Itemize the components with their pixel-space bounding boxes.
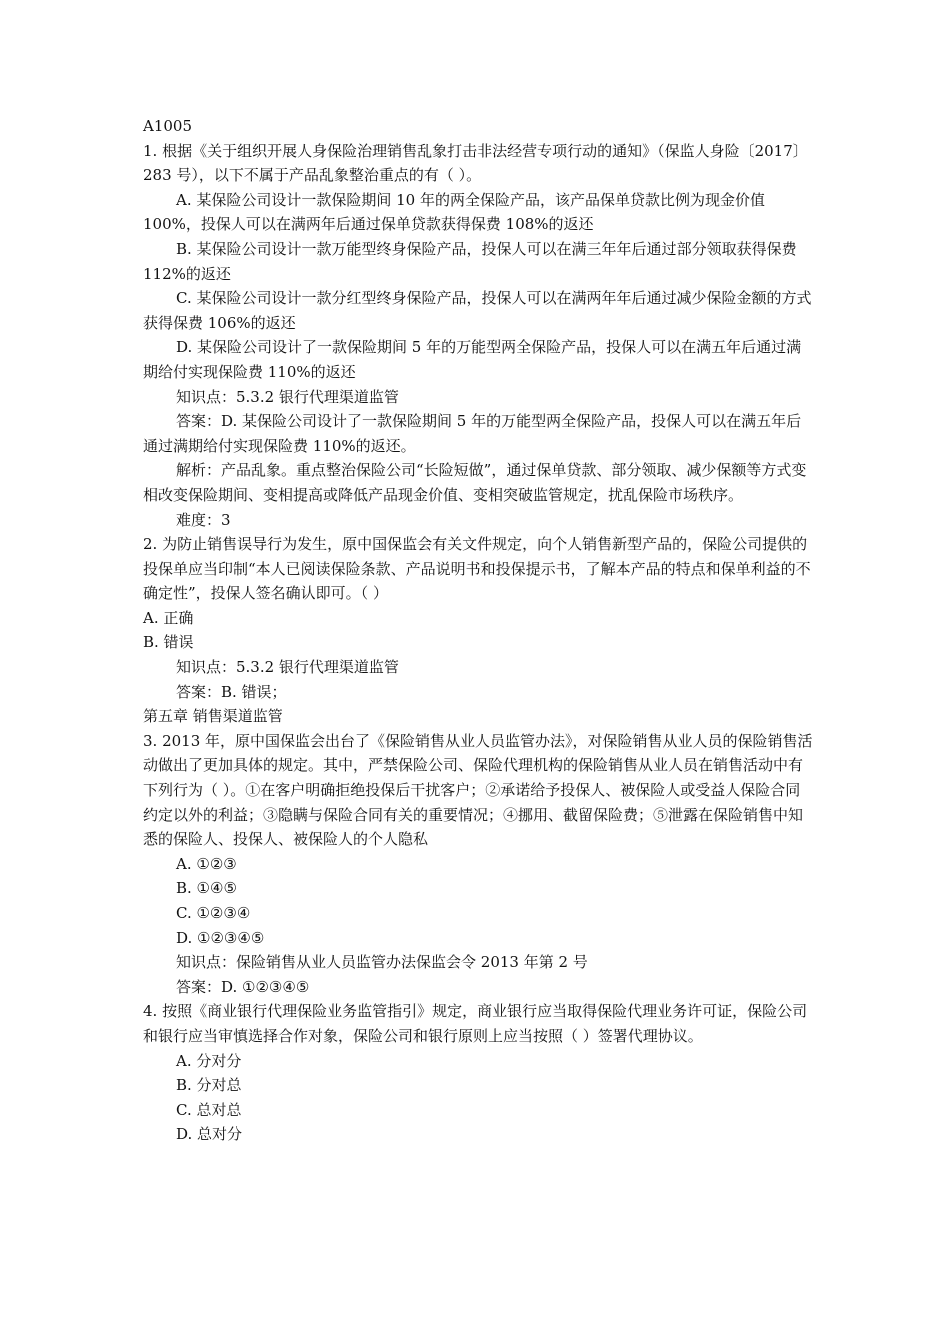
text-line: C. ①②③④ [176,904,251,922]
text-line: B. 错误 [143,633,194,652]
text-line: 3. 2013 年，原中国保监会出台了《保险销售从业人员监管办法》，对保险销售从业人员的保险销售活动做出了更加具体的规定。其中，严禁保险公司、保险代理机构的保险销售从业人员在销售活动中有下列行为（ ）。①在客户明确拒绝投保后干扰客户；②承诺给予投保人、被保险人或受益人保险合同约定以外的利益；③隐瞒与保险合同有关的重要情况；④挪用、截留保险费；⑤泄露在保险销售中知悉的保险人、投保人、被保险人的个人隐私 [143,731,813,849]
document-body [143,139,813,1147]
text-line: C. 某保险公司设计一款分红型终身保险产品，投保人可以在满两年年后通过减少保险金额的方式获得保费 106%的返还 [143,289,812,332]
document-code: A1005 [143,117,193,135]
text-line: A. 某保险公司设计一款保险期间 10 年的两全保险产品，该产品保单贷款比例为现金价值 100%，投保人可以在满两年后通过保单贷款获得保费 108%的返还 [143,190,765,234]
text-line: C. 总对总 [176,1100,242,1119]
text-line: 第五章 销售渠道监管 [143,707,283,726]
text-line: 难度：3 [176,510,231,529]
document-page [143,114,813,1147]
text-line: 答案：D. ①②③④⑤ [176,977,310,996]
text-line: 2. 为防止销售误导行为发生，原中国保监会有关文件规定，向个人销售新型产品的，保险公司提供的投保单应当印制“本人已阅读保险条款、产品说明书和投保提示书，了解本产品的特点和保单利益的不确定性”，投保人签名确认即可。（ ） [143,535,811,603]
text-line: D. ①②③④⑤ [176,928,265,947]
text-line: 解析：产品乱象。重点整治保险公司“长险短做”，通过保单贷款、部分领取、减少保额等方式变相改变保险期间、变相提高或降低产品现金价值、变相突破监管规定，扰乱保险市场秩序。 [143,461,807,504]
text-line: 1. 根据《关于组织开展人身保险治理销售乱象打击非法经营专项行动的通知》（保监人身险〔2017〕283 号），以下不属于产品乱象整治重点的有（ ）。 [143,141,808,185]
text-line: B. 分对总 [176,1076,242,1095]
text-line: B. ①④⑤ [176,879,237,898]
text-line: 知识点：5.3.2 银行代理渠道监管 [176,387,399,406]
text-line: A. 分对分 [176,1051,242,1070]
text-line: A. ①②③ [176,854,237,873]
text-line: D. 总对分 [176,1125,243,1144]
text-line: D. 某保险公司设计了一款保险期间 5 年的万能型两全保险产品，投保人可以在满五年后通过满期给付实现保险费 110%的返还 [143,338,802,381]
text-line: B. 某保险公司设计一款万能型终身保险产品，投保人可以在满三年年后通过部分领取获得保费 112%的返还 [143,239,797,283]
text-line: 知识点：5.3.2 银行代理渠道监管 [176,658,399,677]
text-line: 答案：B. 错误； [176,682,287,701]
text-line: A. 正确 [143,608,194,627]
text-line: 4. 按照《商业银行代理保险业务监管指引》规定，商业银行应当取得保险代理业务许可证，保险公司和银行应当审慎选择合作对象，保险公司和银行原则上应当按照（ ）签署代理协议。 [143,1002,808,1045]
text-line: 知识点：保险销售从业人员监管办法保监会令 2013 年第 2 号 [176,953,588,972]
text-line: 答案：D. 某保险公司设计了一款保险期间 5 年的万能型两全保险产品，投保人可以在满五年后通过满期给付实现保险费 110%的返还。 [143,412,802,455]
